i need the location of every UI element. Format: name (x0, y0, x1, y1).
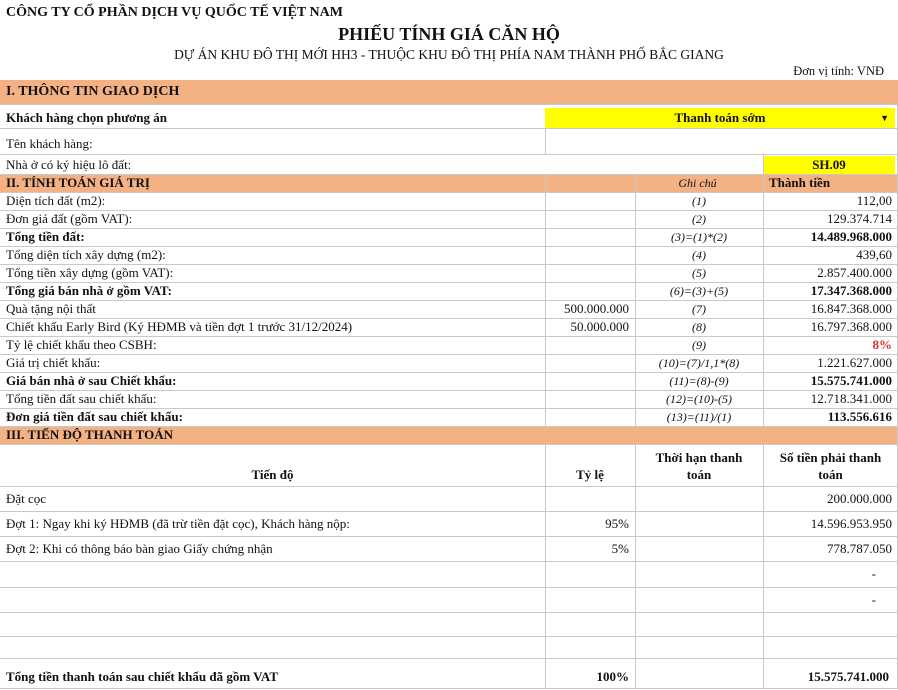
grid-vline (763, 154, 764, 426)
calc-note: (4) (692, 247, 706, 262)
section-1-title: I. THÔNG TIN GIAO DỊCH (6, 84, 180, 99)
calc-label: Tỷ lệ chiết khấu theo CSBH: (6, 337, 157, 352)
calc-extra (545, 228, 635, 246)
section-3-header (0, 426, 898, 444)
progress-header: Tiến độ (251, 467, 294, 482)
calc-extra: 500.000.000 (564, 301, 629, 316)
lot-label: Nhà ở có ký hiệu lô đất: (6, 157, 132, 172)
calc-extra (545, 264, 635, 282)
plan-label: Khách hàng chọn phương án (6, 110, 167, 125)
calc-extra (545, 390, 635, 408)
calc-label: Giá trị chiết khấu: (6, 355, 101, 370)
calc-note: (3)=(1)*(2) (670, 229, 728, 244)
grid-hline (0, 688, 898, 689)
project-name: DỰ ÁN KHU ĐÔ THỊ MỚI HH3 - THUỘC KHU ĐÔ THỊ PHÍA NAM THÀNH PHỐ BẮC GIANG (174, 47, 724, 62)
calc-note: (5) (692, 265, 706, 280)
calc-note: (13)=(11)/(1) (666, 409, 732, 424)
payment-rate: 5% (611, 541, 629, 556)
calc-label: Tổng giá bán nhà ở gồm VAT: (6, 283, 172, 298)
calc-note: (7) (692, 301, 706, 316)
company-row (0, 2, 898, 24)
calc-amount: 17.347.368.000 (810, 283, 892, 298)
calc-extra (545, 354, 635, 372)
payment-label: Đợt 2: Khi có thông báo bàn giao Giấy chứng nhận (6, 541, 273, 556)
calc-extra (545, 192, 635, 210)
total-rate: 100% (596, 669, 629, 684)
calc-amount: 113.556.616 (827, 409, 892, 424)
calc-note: (2) (692, 211, 706, 226)
grid-vline (545, 444, 546, 688)
calc-note: (8) (692, 319, 706, 334)
calc-extra (545, 336, 635, 354)
company-name: CÔNG TY CỔ PHẦN DỊCH VỤ QUỐC TẾ VIỆT NAM (6, 5, 343, 20)
calc-amount: 439,60 (856, 247, 892, 262)
calc-note: (1) (692, 193, 706, 208)
payment-amount: 778.787.050 (827, 541, 892, 556)
payment-label: Đặt cọc (6, 491, 47, 506)
dropdown-arrow-icon[interactable]: ▼ (880, 113, 889, 123)
calc-extra (545, 210, 635, 228)
calc-label: Tổng diện tích xây dựng (m2): (6, 247, 166, 262)
total-label: Tổng tiền thanh toán sau chiết khấu đã gồm VAT (6, 669, 278, 684)
total-amount: 15.575.741.000 (807, 669, 889, 684)
payment-label: Đợt 1: Ngay khi ký HĐMB (đã trừ tiền đặt cọc), Khách hàng nộp: (6, 516, 350, 531)
calc-amount: 8% (872, 337, 892, 352)
grid-hline (0, 128, 898, 129)
payment-amount: - (871, 566, 876, 581)
calc-note: (12)=(10)-(5) (665, 391, 733, 406)
calc-note: (10)=(7)/1,1*(8) (658, 355, 740, 370)
rate-header: Tỷ lệ (576, 467, 604, 482)
calc-note: (6)=(3)+(5) (669, 283, 729, 298)
unit-row (0, 62, 898, 80)
calc-label: Giá bán nhà ở sau Chiết khấu: (6, 373, 177, 388)
calc-amount: 16.847.368.000 (810, 301, 892, 316)
customer-row (0, 134, 898, 154)
calc-label: Đơn giá đất (gồm VAT): (6, 211, 133, 226)
calc-note: (11)=(8)-(9) (669, 373, 729, 388)
calc-amount: 16.797.368.000 (810, 319, 892, 334)
section-1-header (0, 80, 898, 104)
plan-row (0, 108, 898, 128)
calc-label: Tổng tiền đất: (6, 229, 85, 244)
calc-amount: 2.857.400.000 (817, 265, 892, 280)
calc-extra: 50.000.000 (570, 319, 629, 334)
plan-value: Thanh toán sớm (674, 110, 766, 125)
calc-amount: 129.374.714 (827, 211, 892, 226)
payment-amount: - (871, 592, 876, 607)
lot-value[interactable]: SH.09 (763, 156, 895, 174)
title-row (0, 22, 898, 46)
payment-rate (545, 562, 635, 586)
grid-hline (0, 104, 898, 105)
calc-amount: 1.221.627.000 (817, 355, 892, 370)
payment-amount: 200.000.000 (827, 491, 892, 506)
payment-amount: 14.596.953.950 (810, 516, 892, 531)
calc-label: Chiết khấu Early Bird (Ký HĐMB và tiền đợt 1 trước 31/12/2024) (6, 319, 353, 334)
unit-label: Đơn vị tính: VNĐ (793, 63, 884, 78)
calc-note: (9) (692, 337, 706, 352)
section-3-title: III. TIẾN ĐỘ THANH TOÁN (6, 427, 174, 442)
grid-vline (545, 128, 546, 154)
calc-label: Tổng tiền đất sau chiết khấu: (6, 391, 157, 406)
section-2-title: II. TÍNH TOÁN GIÁ TRỊ (6, 175, 150, 190)
customer-input[interactable] (545, 134, 895, 154)
grid-hline (0, 426, 898, 427)
payment-label (0, 588, 545, 612)
customer-label: Tên khách hàng: (6, 136, 93, 151)
calc-extra (545, 282, 635, 300)
calc-extra (545, 246, 635, 264)
payment-label (0, 562, 545, 586)
grid-vline (635, 174, 636, 426)
plan-select[interactable] (545, 108, 895, 128)
page-title: PHIẾU TÍNH GIÁ CĂN HỘ (338, 23, 560, 44)
grid-vline (763, 444, 764, 688)
payment-rate: 95% (605, 516, 629, 531)
calc-extra (545, 408, 635, 426)
calc-amount: 12.718.341.000 (810, 391, 892, 406)
calc-amount: 14.489.968.000 (810, 229, 892, 244)
amount-due-header: Số tiền phải thanh toán (779, 450, 882, 482)
payment-rate (545, 487, 635, 511)
note-header: Ghi chú (678, 175, 717, 190)
grid-vline (635, 444, 636, 688)
calc-label: Đơn giá tiền đất sau chiết khấu: (6, 409, 183, 424)
payment-rate (545, 588, 635, 612)
calc-amount: 15.575.741.000 (810, 373, 892, 388)
calc-label: Quà tặng nội thất (6, 301, 96, 316)
calc-extra (545, 372, 635, 390)
calc-label: Diện tích đất (m2): (6, 193, 106, 208)
grid-vline (545, 174, 546, 426)
term-header: Thời hạn thanh toán (655, 450, 743, 482)
calc-amount: 112,00 (856, 193, 892, 208)
amount-header: Thành tiền (769, 175, 831, 190)
calc-label: Tổng tiền xây dựng (gồm VAT): (6, 265, 174, 280)
